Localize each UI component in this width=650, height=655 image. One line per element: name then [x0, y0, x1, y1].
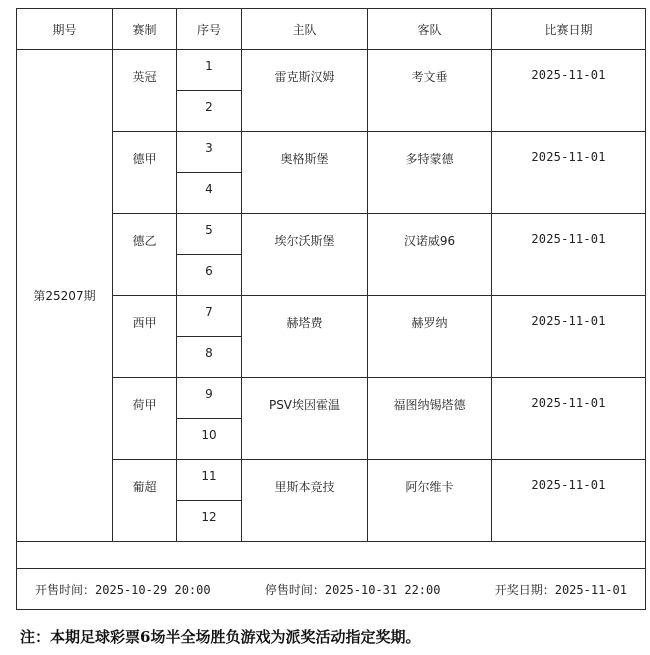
sale-row: [17, 569, 646, 610]
sale-close-value: 2025-10-31 22:00: [324, 582, 441, 597]
header-issue: 期号: [17, 9, 113, 50]
sale-open-value: 2025-10-29 20:00: [95, 582, 211, 597]
seq-number: 10: [201, 428, 217, 442]
seq-number: 2: [205, 100, 213, 114]
seq-cell: [177, 378, 242, 419]
sale-close: [265, 581, 441, 598]
header-league: 赛制: [113, 9, 177, 50]
seq-number: 4: [205, 182, 213, 196]
seq-cell: [177, 296, 242, 337]
blank-cell: [17, 542, 646, 569]
seq-number: 8: [205, 346, 213, 360]
footnote: 注：本期足球彩票6场半全场胜负游戏为派奖活动指定奖期。: [20, 628, 421, 646]
seq-cell: [177, 91, 242, 132]
seq-number: 9: [205, 387, 213, 401]
header-date: 比赛日期: [492, 9, 646, 50]
match-date-cell: 2025-11-01: [492, 50, 646, 132]
seq-number: 6: [205, 264, 213, 278]
seq-number: 3: [205, 141, 213, 155]
league-cell: 德甲: [113, 132, 177, 214]
away-team-cell: 多特蒙德: [368, 132, 492, 214]
league-cell: 德乙: [113, 214, 177, 296]
seq-number: 1: [205, 59, 213, 73]
sale-draw-label: 开奖日期：: [494, 582, 555, 597]
seq-cell: [177, 132, 242, 173]
sale-draw-value: 2025-11-01: [554, 582, 627, 597]
home-team-cell: 埃尔沃斯堡: [242, 214, 368, 296]
header-seq: 序号: [177, 9, 242, 50]
seq-number: 5: [205, 223, 213, 237]
issue-cell: 第25207期: [17, 50, 113, 542]
home-team-cell: 雷克斯汉姆: [242, 50, 368, 132]
seq-cell: [177, 460, 242, 501]
away-team-cell: 阿尔维卡: [368, 460, 492, 542]
sale-draw: [495, 581, 627, 598]
away-team-cell: 汉诺威96: [368, 214, 492, 296]
seq-cell: [177, 173, 242, 214]
home-team-cell: 奥格斯堡: [242, 132, 368, 214]
seq-cell: [177, 501, 242, 542]
home-team-cell: 赫塔费: [242, 296, 368, 378]
seq-number: 11: [201, 469, 217, 483]
seq-number: 7: [205, 305, 213, 319]
match-date-cell: 2025-11-01: [492, 378, 646, 460]
away-team-cell: 福图纳锡塔德: [368, 378, 492, 460]
league-cell: 荷甲: [113, 378, 177, 460]
match-date-cell: 2025-11-01: [492, 460, 646, 542]
seq-cell: [177, 255, 242, 296]
home-team-cell: PSV埃因霍温: [242, 378, 368, 460]
seq-cell: [177, 214, 242, 255]
seq-cell: [177, 419, 242, 460]
match-date-cell: 2025-11-01: [492, 214, 646, 296]
sale-cell: [17, 569, 646, 610]
match-date-cell: 2025-11-01: [492, 132, 646, 214]
sale-close-label: 停售时间：: [264, 582, 325, 597]
header-row: [17, 9, 646, 50]
schedule-sheet: [16, 8, 645, 610]
away-team-cell: 考文垂: [368, 50, 492, 132]
seq-number: 12: [201, 510, 217, 524]
blank-row: [17, 542, 646, 569]
away-team-cell: 赫罗纳: [368, 296, 492, 378]
league-cell: 西甲: [113, 296, 177, 378]
table-row: [17, 50, 646, 91]
sale-open-label: 开售时间：: [35, 582, 96, 597]
seq-cell: [177, 337, 242, 378]
match-date-cell: 2025-11-01: [492, 296, 646, 378]
league-cell: 英冠: [113, 50, 177, 132]
header-home: 主队: [242, 9, 368, 50]
header-away: 客队: [368, 9, 492, 50]
sale-open: [35, 581, 211, 598]
seq-cell: [177, 50, 242, 91]
home-team-cell: 里斯本竞技: [242, 460, 368, 542]
schedule-table: [16, 8, 646, 610]
league-cell: 葡超: [113, 460, 177, 542]
